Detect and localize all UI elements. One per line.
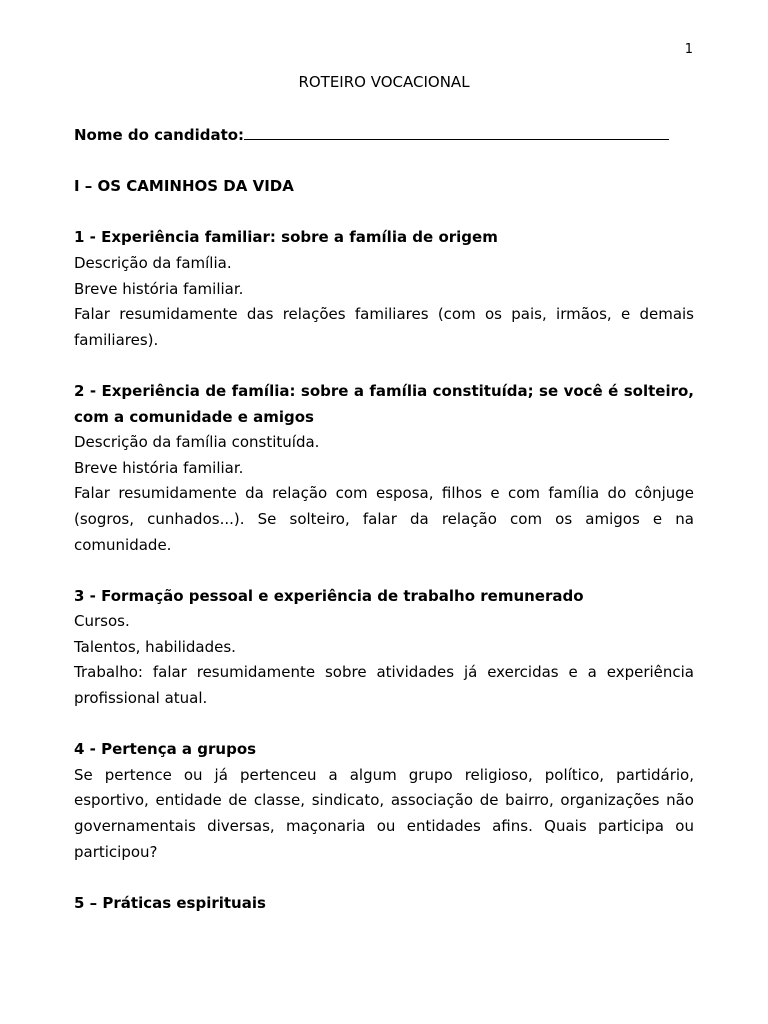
item-line: Breve história familiar. (74, 458, 244, 477)
item-heading: 3 - Formação pessoal e experiência de trabalho remunerado (74, 586, 584, 605)
item-line: Breve história familiar. (74, 279, 244, 298)
item-4 (74, 737, 694, 865)
item-5 (74, 891, 694, 917)
item-line: Falar resumidamente das relações familiares (com os pais, irmãos, e demais familiares). (74, 305, 694, 349)
item-1 (74, 225, 694, 353)
page-number: 1 (684, 42, 693, 57)
item-line: Trabalho: falar resumidamente sobre atividades já exercidas e a experiência profissional atual. (74, 663, 694, 708)
item-3 (74, 584, 694, 712)
item-heading: 2 - Experiência de família: sobre a família constituída; se você é solteiro, com a comunidade e amigos (74, 381, 694, 426)
item-line: Falar resumidamente da relação com esposa, filhos e com família do cônjuge (sogros, cunhados...). Se solteiro, falar da relação com os amigos e na comunidade. (74, 484, 694, 554)
item-heading: 1 - Experiência familiar: sobre a família de origem (74, 228, 498, 247)
document-body (74, 123, 694, 916)
item-2 (74, 379, 694, 558)
item-line: Se pertence ou já pertenceu a algum grupo religioso, político, partidário, esportivo, entidade de classe, sindicato, associação de bairro, organizações não governamentais diversas, maçonaria ou entidades afins. Quais participa ou participou? (74, 765, 694, 861)
item-heading: 4 - Pertença a grupos (74, 740, 257, 759)
item-line: Descrição da família constituída. (74, 433, 320, 452)
item-line: Talentos, habilidades. (74, 637, 236, 656)
candidate-name-label: Nome do candidato: (74, 126, 245, 144)
candidate-name-blank-line[interactable] (244, 123, 669, 140)
document-title: ROTEIRO VOCACIONAL (298, 73, 470, 91)
item-heading: 5 – Práticas espirituais (74, 893, 266, 912)
item-line: Descrição da família. (74, 253, 232, 272)
candidate-name-row (74, 123, 694, 149)
section-title: I – OS CAMINHOS DA VIDA (74, 177, 294, 196)
item-line: Cursos. (74, 612, 130, 631)
